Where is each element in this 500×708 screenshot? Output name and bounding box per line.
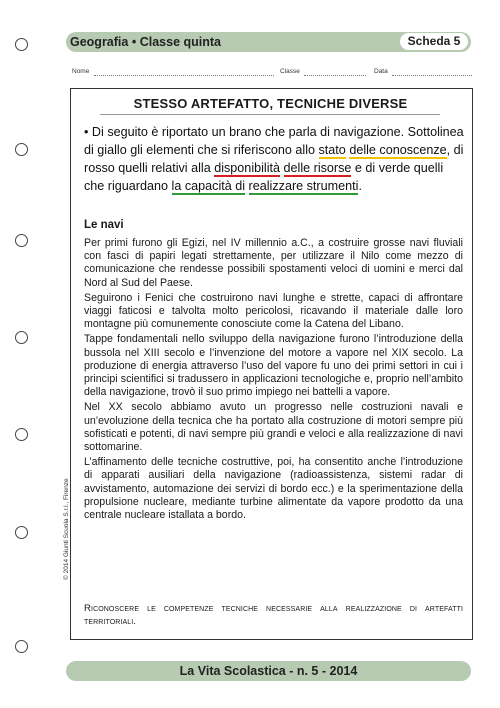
binder-hole-4 xyxy=(15,331,28,344)
underline-green-capacita: la capacità di xyxy=(171,179,246,193)
reading-passage xyxy=(84,237,463,524)
paragraph-xx-secolo: Nel XX secolo abbiamo avuto un progresso nelle costruzioni navali e un’evoluzione della tecnica che ha portato alla costruzione di motori sempre più sofisticati e potenti, di navi sempre più grandi e veloci e alla realizzazione di navi sottomarine. xyxy=(84,401,463,454)
footer-bar: La Vita Scolastica - n. 5 - 2014 xyxy=(66,661,471,681)
instructions-text-2: , di rosso quelli relativi alla xyxy=(84,143,464,175)
class-field[interactable] xyxy=(304,75,366,76)
instructions xyxy=(84,123,464,195)
underline-yellow-conoscenze: delle conoscenze xyxy=(349,143,447,157)
learning-objective: Riconoscere le competenze tecniche necessarie alla realizzazione di artefatti territoriali. xyxy=(84,603,463,627)
date-label: Data xyxy=(374,68,388,75)
instructions-bullet: • xyxy=(84,125,89,139)
name-label: Nome xyxy=(72,68,90,75)
copyright-notice: © 2014 Giunti Scuola S.r.l., Firenze xyxy=(63,478,70,580)
underline-green-strumenti: realizzare strumenti xyxy=(248,179,359,193)
underline-yellow-stato: stato xyxy=(318,143,346,157)
header-bullet: • xyxy=(131,35,137,49)
underline-red-risorse: delle risorse xyxy=(283,161,352,175)
binder-hole-7 xyxy=(15,640,28,653)
binder-hole-6 xyxy=(15,526,28,539)
paragraph-egizi: Per primi furono gli Egizi, nel IV millennio a.C., a costruire grosse navi fluviali con fasci di papiri legati strettamente, per utilizzare il Nilo come mezzo di comunicazione che rendesse possibili spostamenti veloci di uomini e merci dal Nord al Sud del Paese. xyxy=(84,237,463,289)
binder-hole-3 xyxy=(15,234,28,247)
instructions-text-4: . xyxy=(358,179,362,193)
paragraph-fenici: Seguirono i Fenici che costruirono navi lunghe e strette, capaci di affrontare viaggi faticosi e talvolta molto pericolosi, ricavando il materiale dalle loro montagne più comunemente conosciute come la Catena del Libano. xyxy=(84,291,463,331)
paragraph-bussola-vapore: Tappe fondamentali nello sviluppo della navigazione furono l’introduzione della bussola nel XIII secolo e l’invenzione del motore a vapore nel XIX secolo. La produzione di energia attraverso l’uso del vapore fu uno dei primi settori in cui i principi scientifici si tradussero in applicazioni tecnologiche e, proprio nell’ambito della navigazione, trovò il suo primo impiego nei battelli a vapore. xyxy=(84,333,463,399)
name-field[interactable] xyxy=(94,75,274,76)
binder-hole-2 xyxy=(15,143,28,156)
header-class: Classe quinta xyxy=(139,35,221,49)
instructions-text-3: e di verde quelli che riguardano xyxy=(84,161,444,193)
worksheet-title: STESSO ARTEFATTO, TECNICHE DIVERSE xyxy=(133,96,408,111)
instructions-text-1: Di seguito è riportato un brano che parla di navigazione. Sottolinea di giallo gli elementi che si riferiscono allo xyxy=(84,125,464,157)
class-label: Classe xyxy=(280,68,300,75)
title-divider xyxy=(100,114,440,115)
sheet-number-badge: Scheda 5 xyxy=(400,33,468,50)
paragraph-affinamento: L’affinamento delle tecniche costruttive, poi, ha consentito anche l’introduzione di apparati ausiliari della navigazione (radioassistenza, sistemi radar di avvistamento, automazione dei servizi di bordo ecc.) e la sperimentazione della propulsione nucleare, mediante turbine alimentate da vapore prodotto da una centrale nucleare istallata a bordo. xyxy=(84,456,463,522)
binder-hole-1 xyxy=(15,38,28,51)
section-heading: Le navi xyxy=(84,219,124,231)
header-title xyxy=(70,33,221,51)
date-field[interactable] xyxy=(392,75,472,76)
student-fields xyxy=(72,68,472,82)
header-subject: Geografia xyxy=(70,35,129,49)
binder-hole-5 xyxy=(15,428,28,441)
underline-red-disponibilita: disponibilità xyxy=(214,161,281,175)
